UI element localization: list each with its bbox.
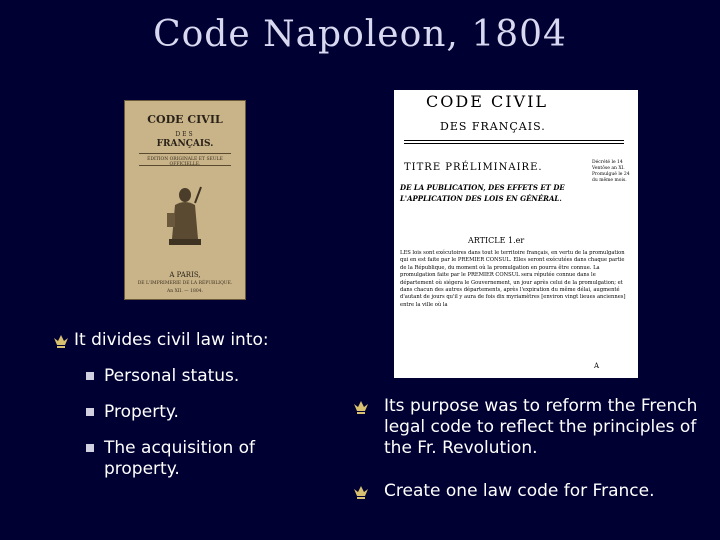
sub-bullet-text: Property. — [104, 402, 179, 422]
page-heading: CODE CIVIL — [426, 92, 549, 111]
cover-place: A PARIS, — [169, 271, 201, 279]
page-signature-mark: A — [594, 362, 600, 370]
sub-bullet-text: The acquisition of property. — [104, 438, 256, 479]
page-article: ARTICLE 1.er — [468, 236, 525, 245]
cover-des: DES — [175, 131, 195, 138]
cover-title: CODE CIVIL — [147, 113, 223, 126]
page-title-preliminaire: TITRE PRÉLIMINAIRE. — [404, 162, 543, 173]
crown-bullet-icon — [52, 332, 70, 350]
main-bullet-text: It divides civil law into: — [74, 330, 269, 350]
page-side-note: Décrété le 14 Ventôse an XI. Promulgué le 24 du même mois. — [592, 160, 630, 183]
slide-title: Code Napoleon, 1804 — [153, 14, 567, 55]
cover-rule — [139, 165, 231, 166]
cover-francais: FRANÇAIS. — [156, 139, 214, 149]
square-bullet-icon — [86, 444, 94, 452]
code-page-image — [394, 90, 638, 378]
crown-bullet-icon — [352, 398, 370, 416]
page-rule — [404, 143, 624, 144]
right-bullet-text: Create one law code for France. — [384, 481, 655, 501]
cover-edition: ÉDITION ORIGINALE ET SEULE — [147, 157, 223, 162]
crown-bullet-icon — [352, 483, 370, 501]
sub-bullet-3 — [86, 438, 286, 480]
cover-rule — [139, 153, 231, 154]
page-rule — [404, 140, 624, 141]
right-bullet-text: Its purpose was to reform the French legal code to reflect the principles of the Fr. Revolution. — [384, 396, 698, 458]
book-cover-image — [124, 100, 246, 300]
cover-year: An XII. — 1804. — [166, 289, 203, 294]
square-bullet-icon — [86, 372, 94, 380]
seal-emblem-icon — [165, 183, 205, 251]
right-bullet-2 — [352, 481, 702, 502]
square-bullet-icon — [86, 408, 94, 416]
right-bullet-1 — [352, 396, 702, 459]
main-bullet — [52, 330, 372, 351]
sub-bullet-2 — [86, 402, 346, 423]
page-italic-heading: DE LA PUBLICATION, DES EFFETS ET DE L'APPLICATION DES LOIS EN GÉNÉRAL. — [400, 183, 565, 203]
page-body-text: LES lois sont exécutoires dans tout le territoire français, en vertu de la promulgation qui en est faite par le PREMIER CONSUL. Elles seront exécutées dans chaque partie de la République, du moment où la promulgation en pourra être connue. La promulgation faite par le PREMIER CONSUL sera réputée connue dans le département où siégera le Gouvernement, un jour après celui de la promulgation; et dans chacun des autres départements, après l'expiration du même délai, augmenté d'autant de jours qu'il y aura de fois dix myriamètres [environ vingt lieues anciennes] entre la ville où la — [400, 250, 626, 308]
sub-bullet-1 — [86, 366, 346, 387]
page-subheading: DES FRANÇAIS. — [440, 120, 546, 133]
sub-bullet-text: Personal status. — [104, 366, 240, 386]
cover-press: DE L'IMPRIMERIE DE LA RÉPUBLIQUE. — [137, 281, 233, 286]
